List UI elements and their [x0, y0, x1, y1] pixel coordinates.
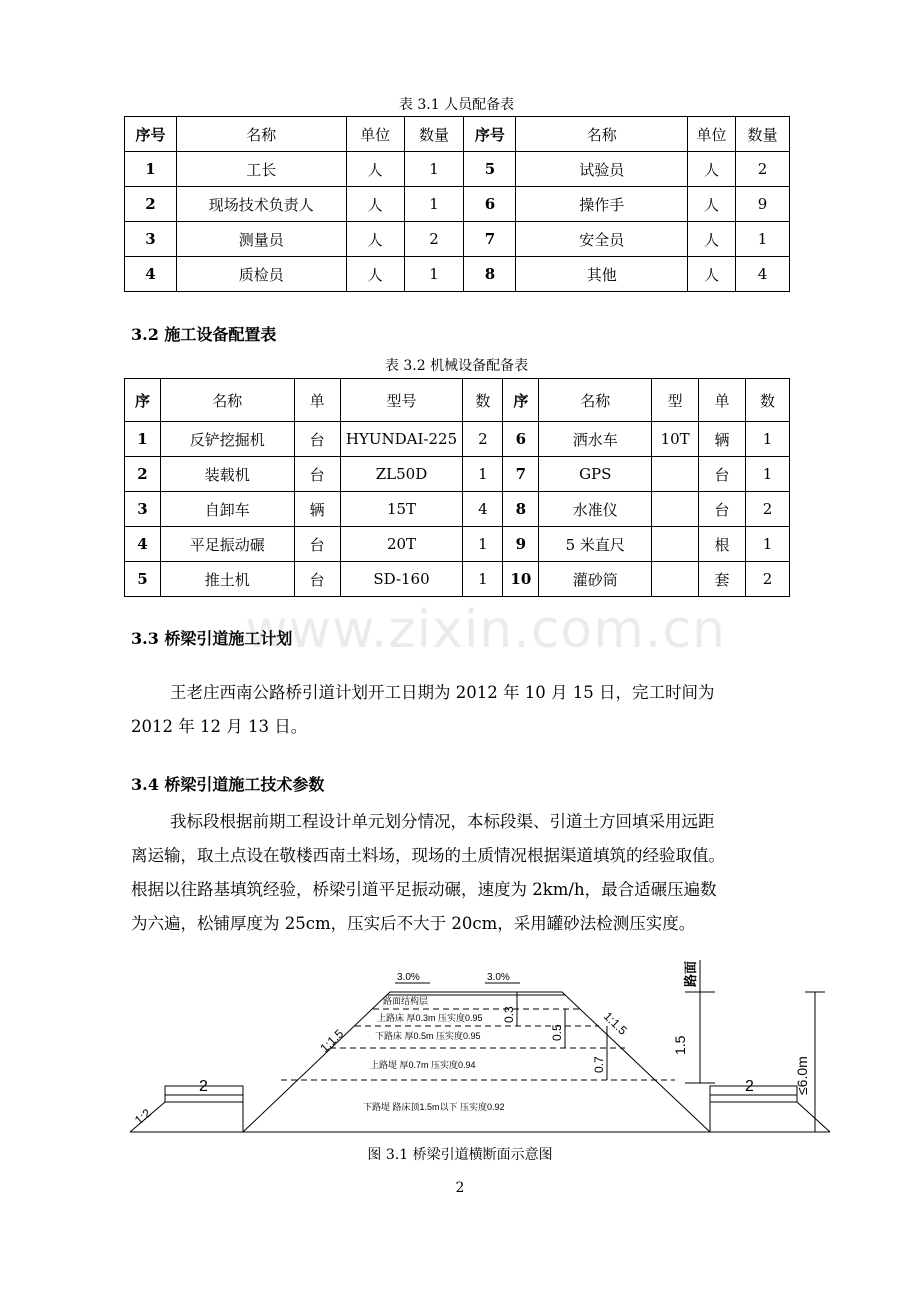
- table2-caption: 表 3.2 机械设备配备表: [384, 358, 529, 374]
- column-header: 序号: [125, 117, 177, 152]
- layer2-label: 下路床 厚0.5m 压实度0.95: [375, 1031, 481, 1041]
- table-cell: 辆: [294, 492, 340, 527]
- table-row: [125, 187, 790, 222]
- dim-07: 0.7: [592, 1056, 606, 1073]
- slope-ratio-bottom: 1:2: [131, 1105, 154, 1128]
- dim-60: ≤6.0m: [794, 1056, 810, 1095]
- layer1-label: 上路床 厚0.3m 压实度0.95: [377, 1013, 483, 1023]
- table-cell: 台: [699, 492, 746, 527]
- table-cell: 2: [125, 187, 177, 222]
- table-cell: 根: [699, 527, 746, 562]
- table-cell: 安全员: [516, 222, 688, 257]
- table-cell: 1: [125, 422, 161, 457]
- table-cell: 10: [503, 562, 539, 597]
- column-header: 序: [503, 379, 539, 422]
- table-cell: 平足振动碾: [160, 527, 294, 562]
- table-cell: 10T: [652, 422, 699, 457]
- tech-param-line2: 离运输，取土点设在敬楼西南土料场，现场的土质情况根据渠道填筑的经验取值。: [131, 846, 725, 865]
- table-cell: 4: [125, 527, 161, 562]
- table-cell: 5: [125, 562, 161, 597]
- table-cell: [652, 562, 699, 597]
- table-cell: 2: [463, 422, 503, 457]
- table-cell: 测量员: [176, 222, 346, 257]
- slope-ratio-left: 1:1.5: [317, 1026, 347, 1056]
- slope-label-right: 3.0%: [487, 972, 510, 983]
- table-cell: 15T: [340, 492, 463, 527]
- column-header: 名称: [539, 379, 652, 422]
- table-cell: 推土机: [160, 562, 294, 597]
- cross-section-diagram: [125, 955, 835, 1135]
- section-3-4-heading: 3.4 桥梁引道施工技术参数: [131, 775, 325, 794]
- table-cell: 人: [346, 257, 404, 292]
- table-cell: 1: [404, 152, 464, 187]
- tech-param-line4: 为六遍，松铺厚度为 25cm，压实后不大于 20cm，采用罐砂法检测压实度。: [131, 914, 696, 933]
- dim-05: 0.5: [550, 1024, 564, 1041]
- table-cell: 人: [688, 257, 736, 292]
- section-3-2-heading: 3.2 施工设备配置表: [131, 325, 277, 344]
- column-header: 序号: [464, 117, 516, 152]
- table-cell: 1: [404, 187, 464, 222]
- plan-paragraph-line1: 王老庄西南公路桥引道计划开工日期为 2012 年 10 月 15 日，完工时间为: [170, 683, 715, 702]
- table-cell: 质检员: [176, 257, 346, 292]
- pavement-label: 路面结构层: [383, 996, 429, 1006]
- table-cell: 7: [464, 222, 516, 257]
- table-cell: ZL50D: [340, 457, 463, 492]
- table-row: [125, 422, 790, 457]
- table-cell: 5: [464, 152, 516, 187]
- personnel-table: [124, 116, 790, 292]
- table-cell: 人: [346, 152, 404, 187]
- table-cell: 2: [736, 152, 790, 187]
- table-cell: 1: [463, 562, 503, 597]
- plan-paragraph-line2: 2012 年 12 月 13 日。: [131, 717, 308, 736]
- table-cell: 7: [503, 457, 539, 492]
- table-cell: 5 米直尺: [539, 527, 652, 562]
- table-cell: 台: [294, 562, 340, 597]
- table-cell: 2: [746, 492, 790, 527]
- table-cell: 1: [746, 457, 790, 492]
- table-row: [125, 527, 790, 562]
- table-row: [125, 152, 790, 187]
- table-row: [125, 222, 790, 257]
- table-cell: 4: [736, 257, 790, 292]
- table-cell: 套: [699, 562, 746, 597]
- table-cell: 自卸车: [160, 492, 294, 527]
- column-header: 名称: [160, 379, 294, 422]
- table-cell: 8: [464, 257, 516, 292]
- table-cell: 台: [294, 457, 340, 492]
- table-cell: 1: [463, 527, 503, 562]
- table-cell: 1: [125, 152, 177, 187]
- column-header: 名称: [516, 117, 688, 152]
- table-cell: [652, 527, 699, 562]
- table-cell: 6: [464, 187, 516, 222]
- table-cell: 1: [746, 527, 790, 562]
- page-number: 2: [455, 1180, 465, 1196]
- table-cell: 3: [125, 492, 161, 527]
- table-cell: 6: [503, 422, 539, 457]
- table-cell: 人: [688, 222, 736, 257]
- table-cell: 2: [125, 457, 161, 492]
- table-cell: 人: [688, 152, 736, 187]
- table-row: [125, 562, 790, 597]
- table-cell: 1: [746, 422, 790, 457]
- table-cell: 台: [699, 457, 746, 492]
- column-header: 数量: [736, 117, 790, 152]
- table-row: [125, 457, 790, 492]
- layer4-label: 下路堤 路床顶1.5m以下 压实度0.92: [363, 1102, 505, 1112]
- table-cell: 9: [503, 527, 539, 562]
- table-cell: 3: [125, 222, 177, 257]
- berm-right-dim: 2: [745, 1078, 754, 1095]
- dim-15: 1.5: [672, 1035, 688, 1055]
- table-cell: 4: [463, 492, 503, 527]
- table-cell: 2: [404, 222, 464, 257]
- column-header: 序: [125, 379, 161, 422]
- column-header: 数: [463, 379, 503, 422]
- table-cell: 反铲挖掘机: [160, 422, 294, 457]
- table-cell: 洒水车: [539, 422, 652, 457]
- table-cell: 4: [125, 257, 177, 292]
- column-header: 名称: [176, 117, 346, 152]
- figure-caption: 图 3.1 桥梁引道横断面示意图: [367, 1147, 553, 1163]
- table-cell: 20T: [340, 527, 463, 562]
- table-cell: 9: [736, 187, 790, 222]
- column-header: 单: [294, 379, 340, 422]
- column-header: 型: [652, 379, 699, 422]
- table-cell: [652, 457, 699, 492]
- table-cell: 现场技术负责人: [176, 187, 346, 222]
- table-row: [125, 257, 790, 292]
- column-header: 单: [699, 379, 746, 422]
- column-header: 数量: [404, 117, 464, 152]
- table-cell: 其他: [516, 257, 688, 292]
- table-row: [125, 492, 790, 527]
- column-header: 单位: [688, 117, 736, 152]
- table-cell: 操作手: [516, 187, 688, 222]
- table-cell: HYUNDAI-225: [340, 422, 463, 457]
- section-3-3-heading: 3.3 桥梁引道施工计划: [131, 629, 293, 648]
- table-cell: GPS: [539, 457, 652, 492]
- table-cell: 水准仪: [539, 492, 652, 527]
- table-cell: 1: [463, 457, 503, 492]
- layer3-label: 上路堤 厚0.7m 压实度0.94: [370, 1060, 476, 1070]
- table-cell: [652, 492, 699, 527]
- watermark: www.zixin.com.cn: [245, 600, 726, 660]
- road-label: 路面: [683, 960, 698, 987]
- dim-03: 0.3: [502, 1006, 516, 1023]
- table-cell: 台: [294, 422, 340, 457]
- slope-label-left: 3.0%: [397, 972, 420, 983]
- table-cell: 8: [503, 492, 539, 527]
- table-cell: SD-160: [340, 562, 463, 597]
- tech-param-line1: 我标段根据前期工程设计单元划分情况，本标段渠、引道土方回填采用远距: [170, 812, 715, 831]
- table-cell: 装载机: [160, 457, 294, 492]
- table-cell: 人: [346, 222, 404, 257]
- table-cell: 试验员: [516, 152, 688, 187]
- equipment-table: [124, 378, 790, 597]
- table-cell: 1: [736, 222, 790, 257]
- slope-ratio-right: 1:1.5: [600, 1009, 630, 1038]
- tech-param-line3: 根据以往路基填筑经验，桥梁引道平足振动碾，速度为 2km/h，最合适碾压遍数: [131, 880, 717, 899]
- table-cell: 人: [688, 187, 736, 222]
- table-cell: 人: [346, 187, 404, 222]
- table-cell: 辆: [699, 422, 746, 457]
- column-header: 数: [746, 379, 790, 422]
- table-cell: 工长: [176, 152, 346, 187]
- table-cell: 台: [294, 527, 340, 562]
- berm-left-dim: 2: [199, 1078, 208, 1095]
- column-header: 型号: [340, 379, 463, 422]
- table-cell: 2: [746, 562, 790, 597]
- table1-caption: 表 3.1 人员配备表: [398, 97, 515, 113]
- table-cell: 灌砂筒: [539, 562, 652, 597]
- table-cell: 1: [404, 257, 464, 292]
- column-header: 单位: [346, 117, 404, 152]
